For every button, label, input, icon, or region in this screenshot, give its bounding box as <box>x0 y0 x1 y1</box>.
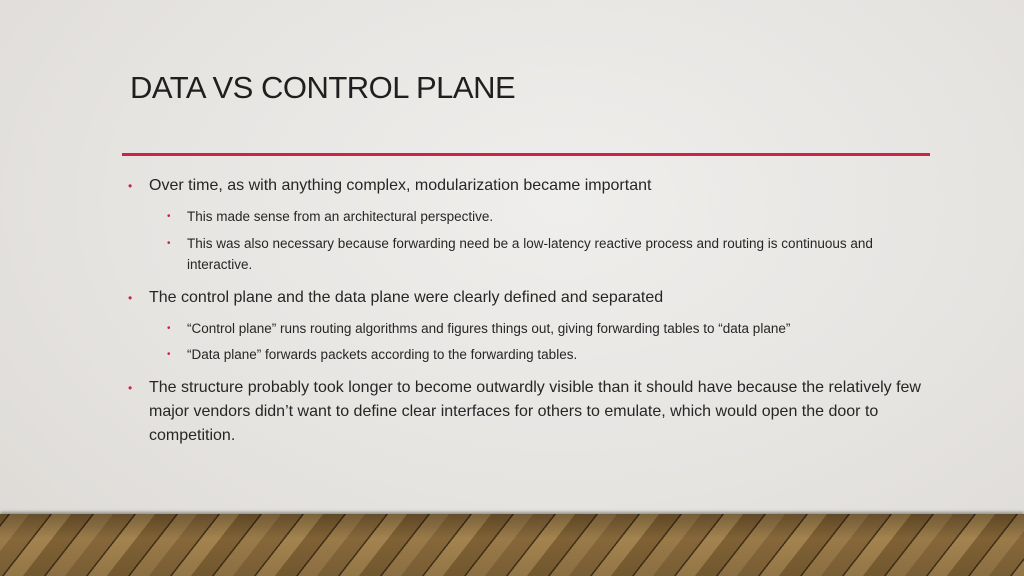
sub-bullet-text: This made sense from an architectural perspective. <box>187 209 494 224</box>
bullet-item <box>128 286 928 310</box>
bullet-icon: • <box>128 380 133 395</box>
bullet-text: The control plane and the data plane were clearly defined and separated <box>149 288 664 306</box>
bullet-item <box>128 376 928 448</box>
slide-title: DATA VS CONTROL PLANE <box>130 70 516 105</box>
sub-bullet-text: “Data plane” forwards packets according to the forwarding tables. <box>187 347 578 362</box>
bullet-icon: • <box>167 322 171 334</box>
bullet-icon: • <box>128 290 133 305</box>
sub-bullet-item <box>128 233 928 276</box>
sub-bullet-item <box>128 344 928 366</box>
sub-bullet-item <box>128 206 928 228</box>
sub-bullet-text: This was also necessary because forwarding need be a low-latency reactive process and routing is continuous and interactive. <box>187 235 873 272</box>
sub-bullet-item <box>128 318 928 340</box>
bullet-icon: • <box>167 349 171 360</box>
bullet-item <box>128 174 928 198</box>
bullet-icon: • <box>167 237 171 249</box>
bullet-text: The structure probably took longer to become outwardly visible than it should have because the relatively few major vendors didn’t want to define clear interfaces for others to emulate, which would open the door to competition. <box>149 378 921 444</box>
bullet-icon: • <box>128 179 133 193</box>
sub-bullet-text: “Control plane” runs routing algorithms and figures things out, giving forwarding tables to “data plane” <box>187 320 791 336</box>
bullet-text: Over time, as with anything complex, modularization became important <box>149 177 652 194</box>
bullet-list <box>128 174 928 456</box>
bullet-icon: • <box>167 211 171 222</box>
wood-floor-decoration <box>0 514 1024 576</box>
title-divider <box>122 153 930 156</box>
